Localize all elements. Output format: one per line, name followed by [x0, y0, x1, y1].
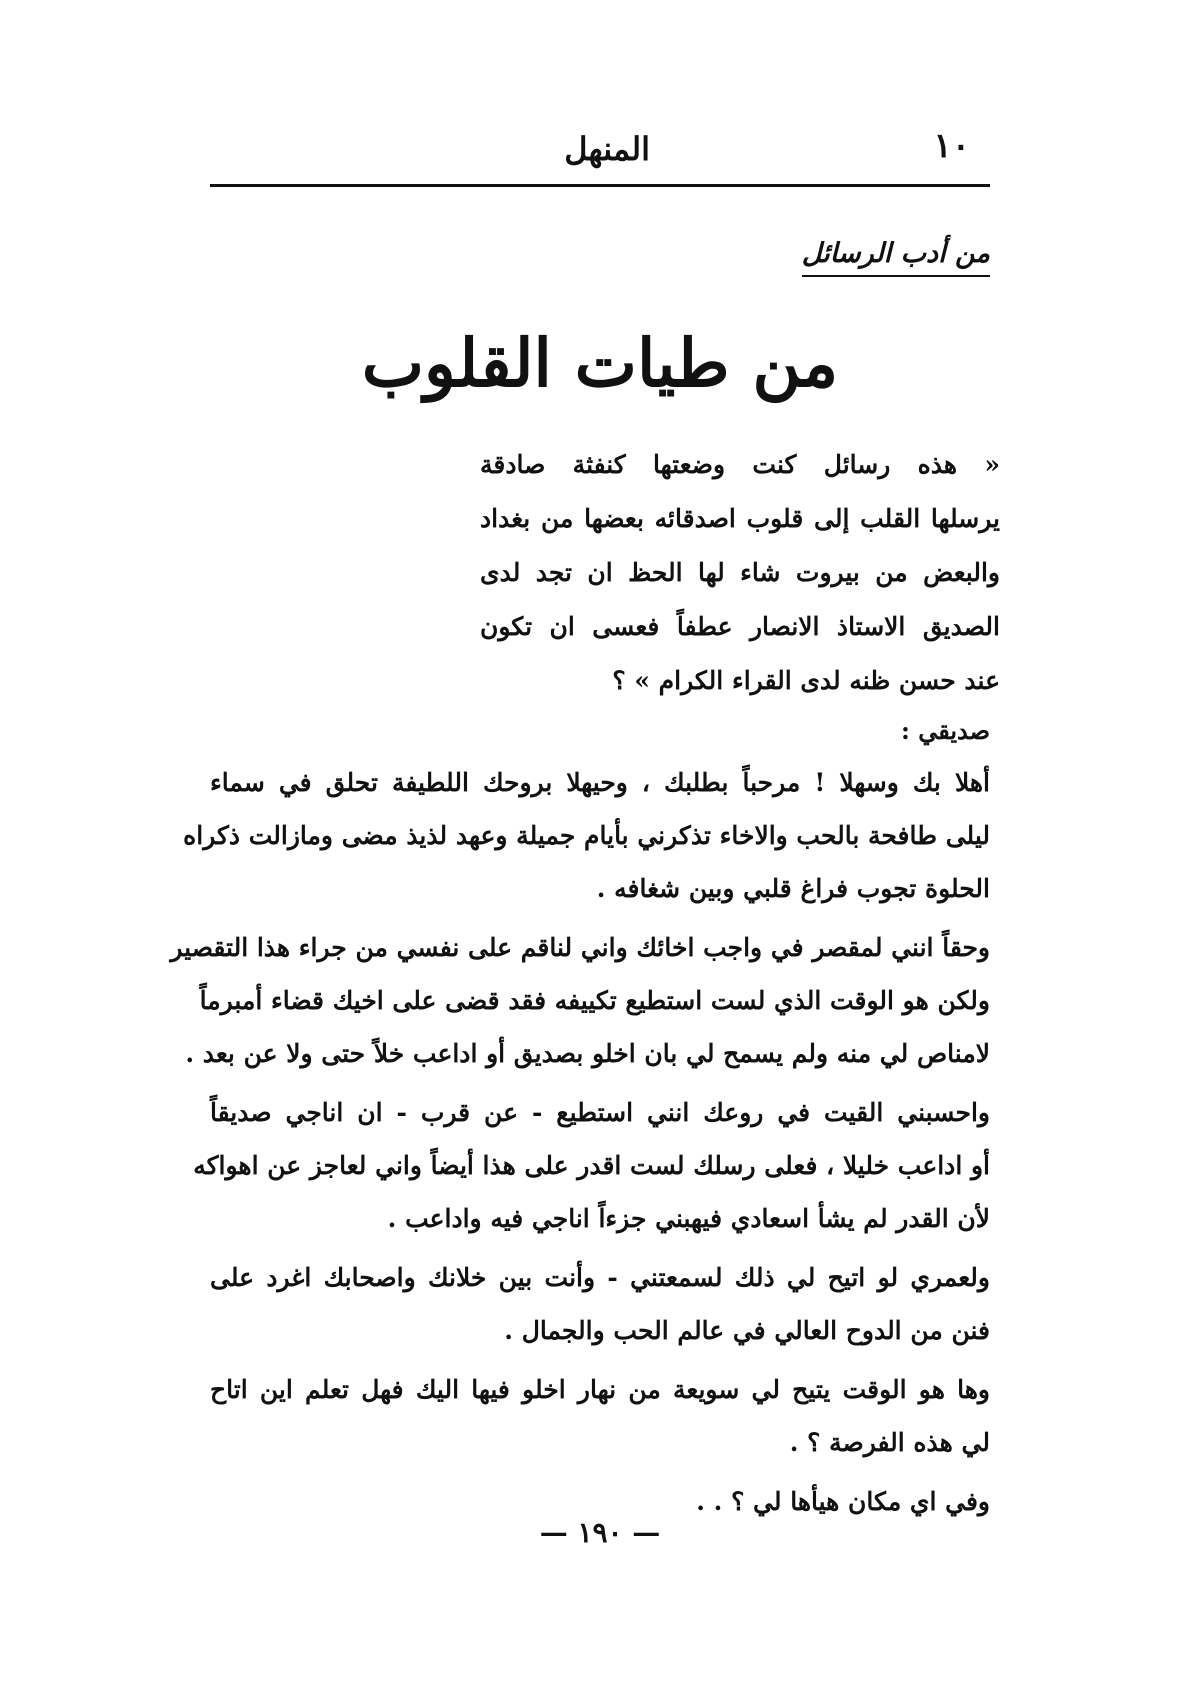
paragraph — [183, 756, 990, 915]
intro-line: عند حسن ظنه لدى القراء الكرام » ؟ — [612, 666, 1000, 695]
text-line: أهلا بك وسهلا ! مرحباً بطلبك ، وحيهلا بروحك اللطيفة تحلق في سماء — [210, 768, 990, 797]
text-line: وفي اي مكان هيأها لي ؟ . . — [696, 1487, 990, 1516]
paragraph — [210, 1251, 990, 1357]
text-line: ولكن هو الوقت الذي لست استطيع تكييفه فقد قضى على اخيك قضاء أمبرماً — [199, 986, 990, 1015]
paragraph — [193, 1086, 990, 1245]
intro-line: يرسلها القلب إلى قلوب اصدقائه بعضها من بغداد — [480, 504, 1000, 533]
paragraph — [210, 1363, 990, 1469]
journal-name: المنهل — [564, 130, 650, 168]
page-header — [210, 126, 990, 176]
salutation: صديقي : — [900, 716, 990, 745]
text-line: ليلى طافحة بالحب والاخاء تذكرني بأيام جميلة وعهد لذيذ مضى ومازالت ذكراه — [183, 821, 990, 850]
footer-page-number: — ١٩٠ — — [539, 1516, 661, 1549]
article-title: من طيات القلوب — [361, 324, 839, 402]
paragraph — [170, 921, 990, 1080]
text-line: لي هذه الفرصة ؟ . — [789, 1428, 990, 1457]
text-line: واحسبني القيت في روعك انني استطيع - عن قرب - ان اناجي صديقاً — [210, 1098, 990, 1127]
intro-line: والبعض من بيروت شاء لها الحظ ان تجد لدى — [480, 558, 1000, 587]
text-line: لأن القدر لم يشأ اسعادي فيهبني جزءاً اناجي فيه واداعب . — [387, 1204, 990, 1233]
header-divider — [210, 184, 990, 187]
intro-quote — [480, 438, 1000, 708]
section-label: من أدب الرسائل — [802, 238, 990, 277]
text-line: فنن من الدوح العالي في عالم الحب والجمال . — [504, 1316, 990, 1345]
text-line: وها هو الوقت يتيح لي سويعة من نهار اخلو فيها اليك فهل تعلم اين اتاح — [210, 1375, 990, 1404]
intro-line: الصديق الاستاذ الانصار عطفاً فعسى ان تكون — [480, 612, 1000, 641]
text-line: أو اداعب خليلا ، فعلى رسلك لست اقدر على هذا أيضاً واني لعاجز عن اهواكه — [193, 1151, 990, 1180]
intro-line: « هذه رسائل كنت وضعتها كنفثة صادقة — [480, 450, 1000, 479]
text-line: لامناص لي منه ولم يسمح لي بان اخلو بصديق أو اداعب خلاً حتى ولا عن بعد . — [185, 1039, 990, 1068]
text-line: الحلوة تجوب فراغ قلبي وبين شغافه . — [596, 874, 990, 903]
text-line: ولعمري لو اتيح لي ذلك لسمعتني - وأنت بين خلانك واصحابك اغرد على — [210, 1263, 990, 1292]
text-line: وحقاً انني لمقصر في واجب اخائك واني لناقم على نفسي من جراء هذا التقصير — [170, 933, 990, 962]
header-page-number: ١٠ — [933, 126, 970, 166]
letter-body — [170, 756, 990, 1534]
